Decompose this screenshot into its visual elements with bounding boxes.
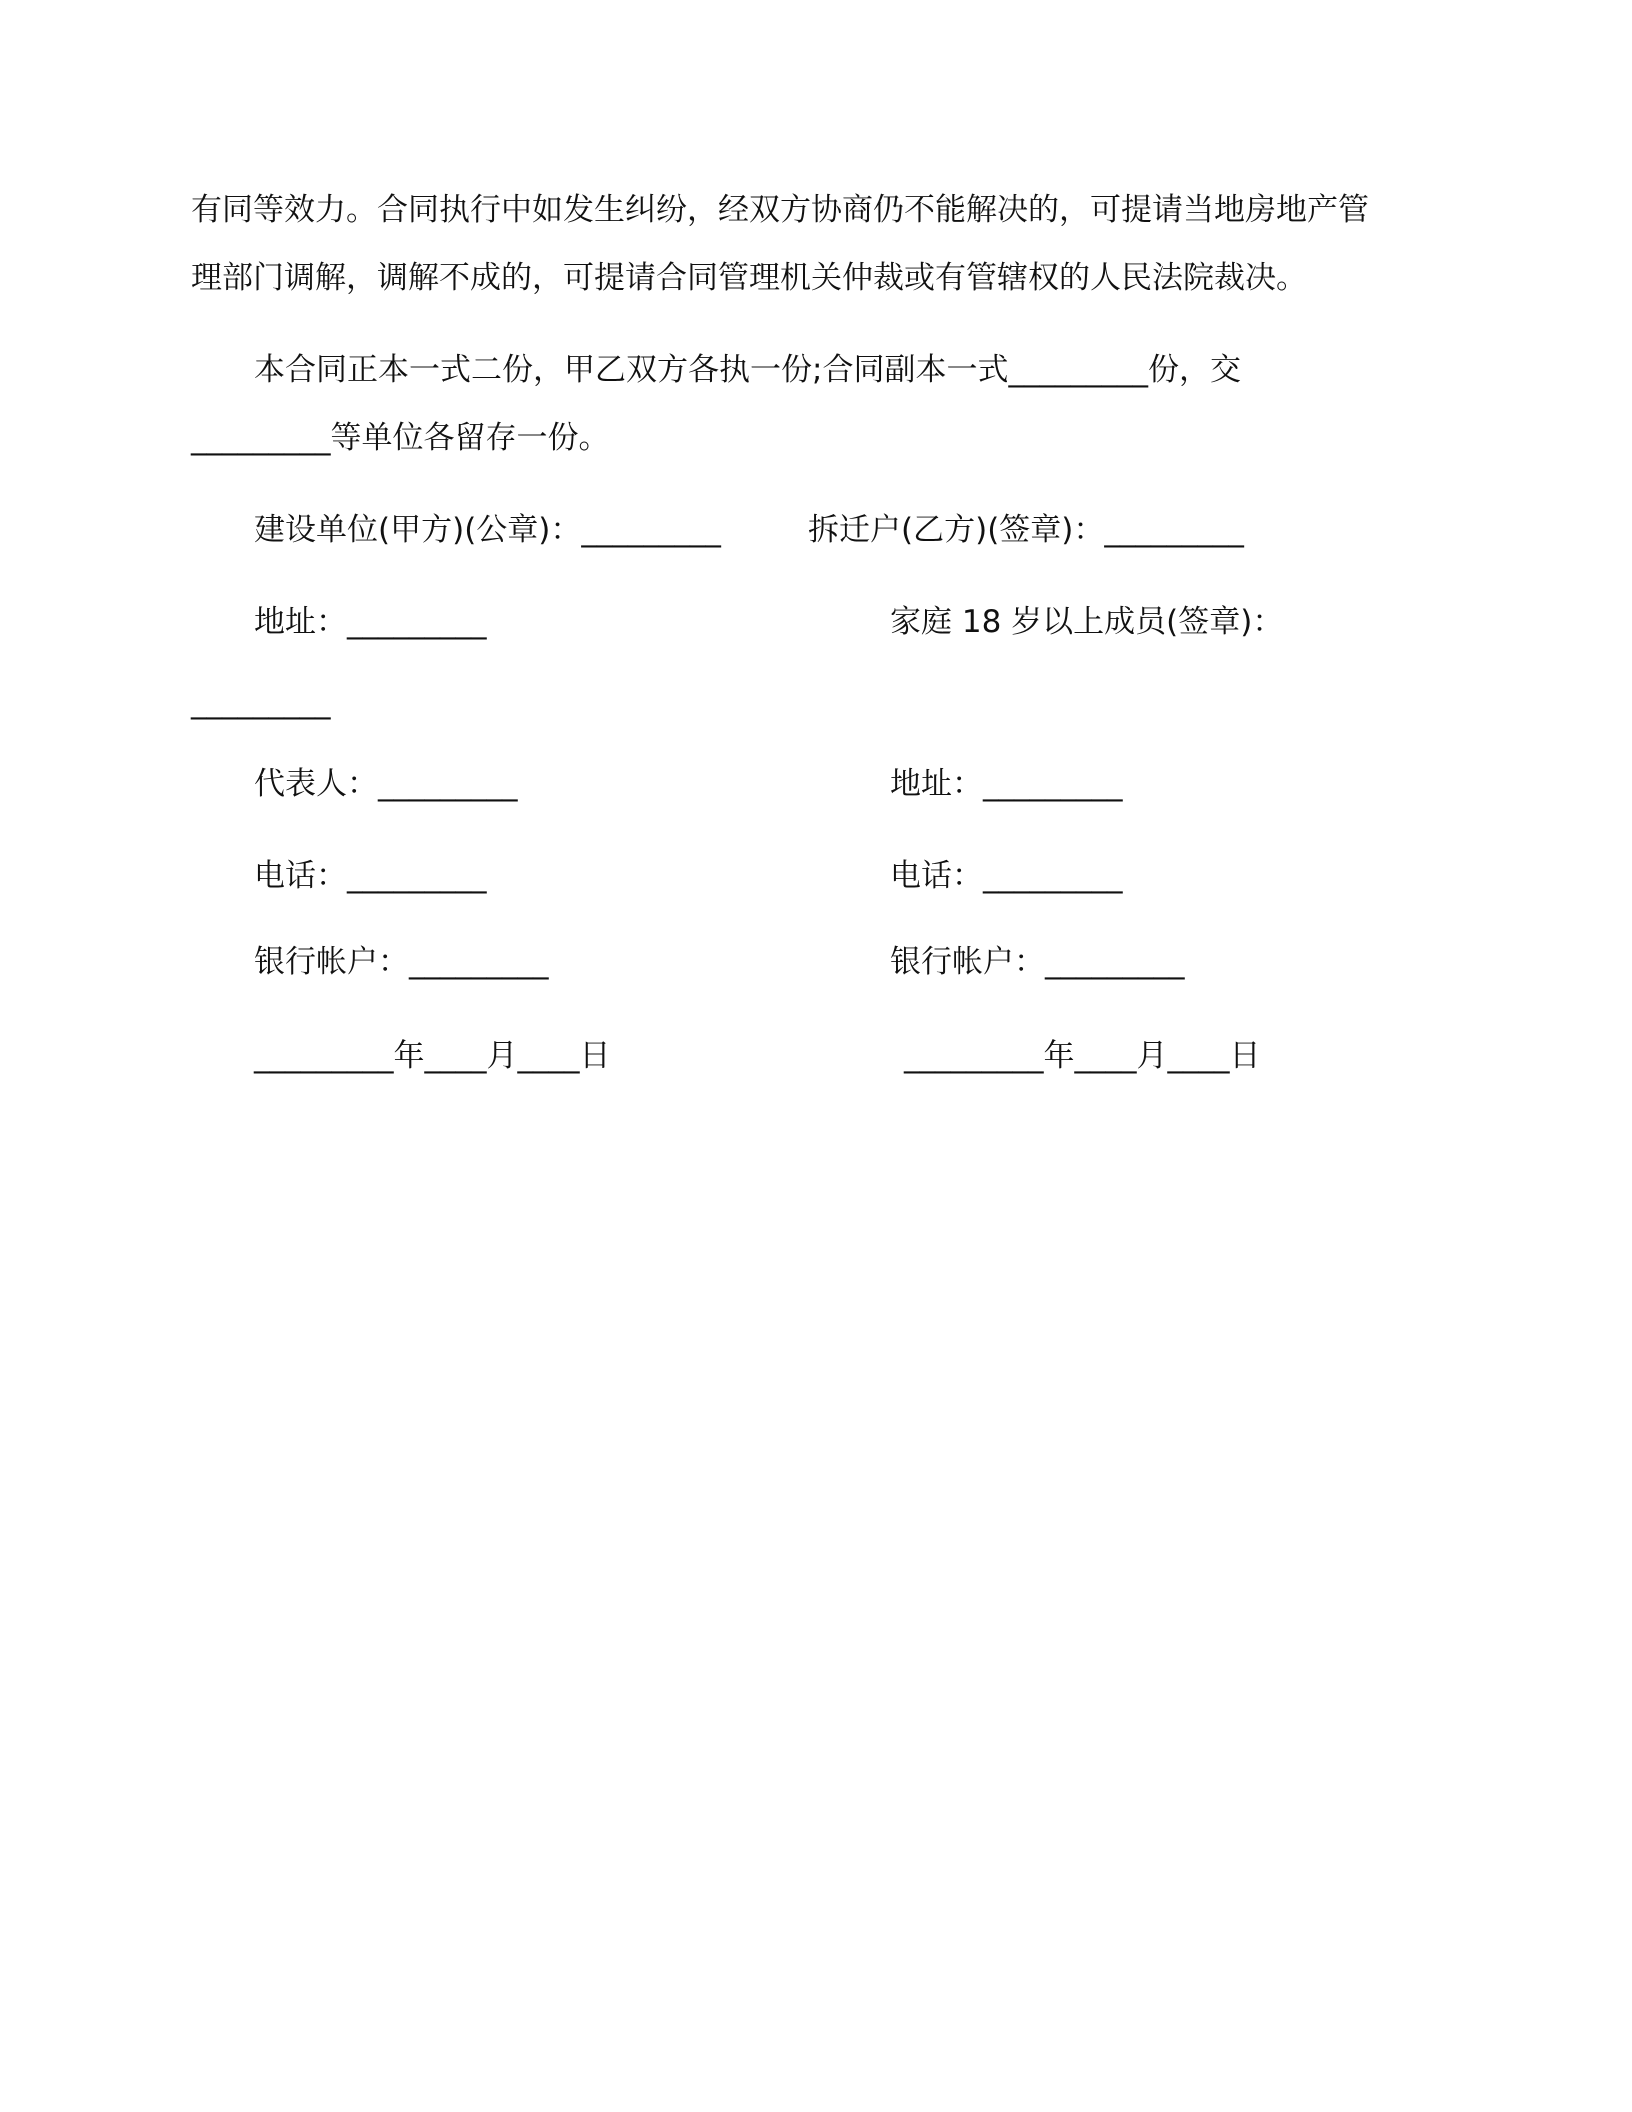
party-b-address: 地址：_________ [890, 766, 1123, 802]
party-b-family-members: 家庭 18 岁以上成员(签章)： [890, 604, 1284, 640]
party-a-unit: 建设单位(甲方)(公章)：_________ [254, 512, 721, 548]
party-a-address: 地址：_________ [254, 604, 487, 640]
party-a-representative: 代表人：_________ [254, 766, 518, 802]
party-b-phone: 电话：_________ [890, 858, 1123, 894]
party-b-bank-account: 银行帐户：_________ [890, 944, 1185, 980]
party-b-household: 拆迁户(乙方)(签章)：_________ [808, 512, 1244, 548]
paragraph-2-line-2: _________等单位各留存一份。 [191, 420, 610, 456]
party-a-bank-account: 银行帐户：_________ [254, 944, 549, 980]
party-a-phone: 电话：_________ [254, 858, 487, 894]
paragraph-1-line-1: 有同等效力。合同执行中如发生纠纷，经双方协商仍不能解决的，可提请当地房地产管 [191, 192, 1369, 228]
paragraph-1-line-2: 理部门调解，调解不成的，可提请合同管理机关仲裁或有管辖权的人民法院裁决。 [191, 260, 1307, 296]
paragraph-2-line-1: 本合同正本一式二份，甲乙双方各执一份;合同副本一式_________份，交 [254, 352, 1241, 388]
party-b-date: _________年____月____日 [904, 1038, 1261, 1074]
party-a-date: _________年____月____日 [254, 1038, 611, 1074]
party-b-family-members-blank: _________ [191, 684, 331, 720]
